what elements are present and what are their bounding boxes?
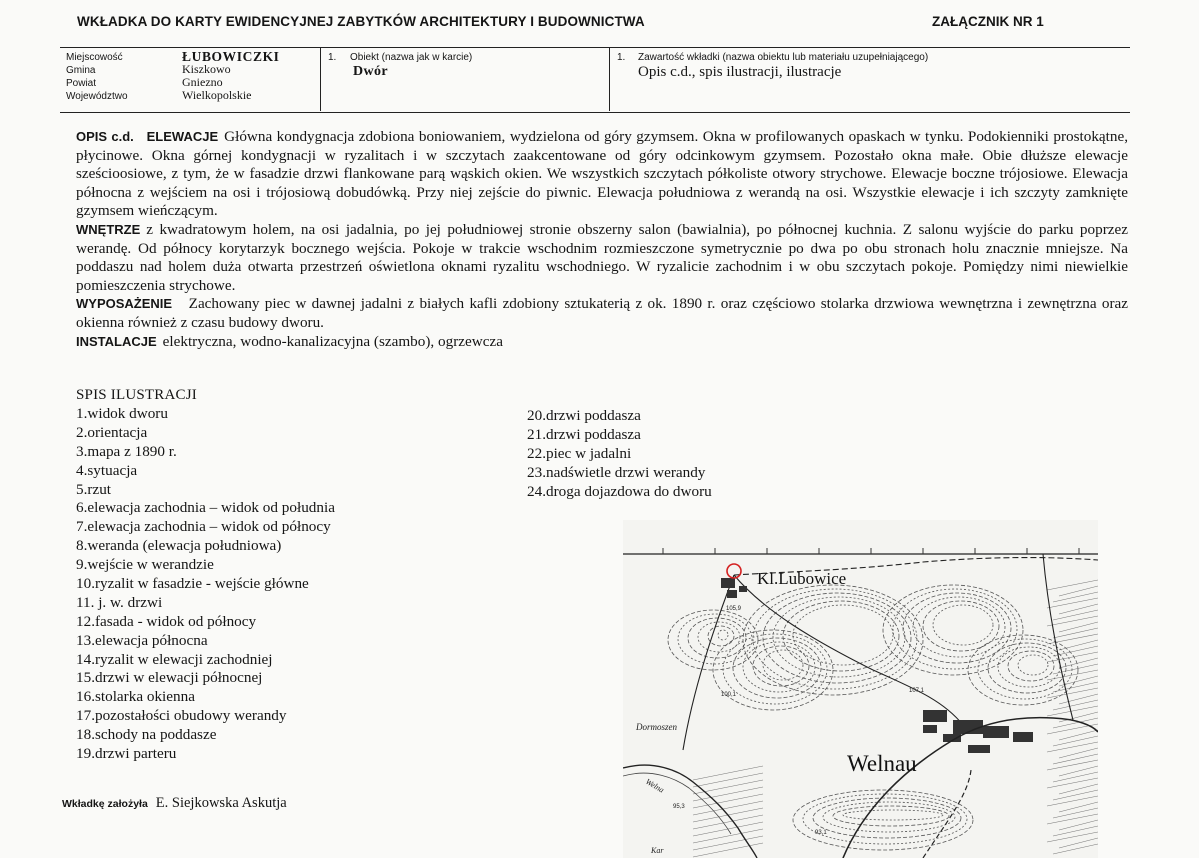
illustration-item: 12.fasada - widok od północy [76, 612, 257, 630]
map-building [983, 726, 1009, 738]
illustration-item: 13.elewacja północna [76, 631, 208, 649]
form-title: WKŁADKA DO KARTY EWIDENCYJNEJ ZABYTKÓW ARCHITEKTURY I BUDOWNICTWA [77, 14, 645, 29]
section-heading-installations: INSTALACJE [76, 333, 157, 349]
location-labels [66, 51, 128, 103]
label-district: Powiat [66, 78, 97, 89]
map-building [1013, 732, 1033, 742]
prepared-by-name: E. Siejkowska Askutja [155, 795, 287, 811]
illustration-item: 8.weranda (elewacja południowa) [76, 537, 282, 555]
section-text-elevations: Główna kondygnacja zdobiona boniowaniem, wydzielona od góry gzymsem. Okna w profilowanych opaskach w tynku. Podokienniki prostokątne, płycinowe. Okna górnej kondygnacji w ryzalitach i w szczytach zaakcentowane od góry odcinkowym gzymsem. Pozostało okna małe. Obie dłuższe elewacje sześcioosiowe, z tym, że w fasadzie drzwi flankowane parą wąskich okien. We wszystkich szczytach półkoliste otwory strychowe. Elewacje boczne trójosiowe. Elewacja północna z wejściem na osi i trójosiową dobudówką. Przy niej zejście do piwnic. Elewacja południowa z werandą na osi. Wszystkie elewacje i ich szczyty zamknięte gzymsem wieńczącym. [76, 128, 1129, 220]
illustration-item: 17.pozostałości obudowy werandy [76, 707, 287, 725]
map-place-kar: Kar [651, 846, 664, 855]
annex-label: ZAŁĄCZNIK NR 1 [932, 14, 1044, 29]
description [76, 128, 1132, 351]
map-building [721, 578, 735, 588]
value-district: Gniezno [182, 75, 223, 89]
object-label: Obiekt (nazwa jak w karcie) [350, 52, 473, 63]
section-heading-interior: WNĘTRZE [76, 221, 141, 237]
section-heading-furnishing: WYPOSAŻENIE [76, 296, 173, 312]
map-place-dormoszen: Dormoszen [636, 722, 678, 732]
illustration-item: 10.ryzalit w fasadzie - wejście główne [76, 575, 309, 593]
illustrations-list-right [527, 407, 712, 501]
map-height-label: 100,1 [721, 692, 737, 698]
value-commune: Kiszkowo [182, 62, 231, 76]
illustrations-list-left [76, 405, 335, 764]
description-paragraph [76, 295, 1132, 332]
contents-label: Zawartość wkładki (nazwa obiektu lub materiału uzupełniającego) [638, 52, 929, 63]
map-place-welnau: Welnau [847, 751, 917, 776]
map-building [923, 725, 937, 733]
illustration-item: 18.schody na poddasze [76, 726, 217, 744]
illustration-item: 19.drzwi parteru [76, 745, 177, 763]
illustration-item: 21.drzwi poddasza [527, 425, 641, 443]
description-paragraph [76, 221, 1128, 295]
historical-map [623, 520, 1098, 858]
illustration-item: 5.rzut [76, 480, 112, 498]
map-building [968, 745, 990, 753]
object-number: 1. [328, 52, 337, 63]
illustration-item: 7.elewacja zachodnia – widok od północy [76, 518, 331, 536]
map-drawing [623, 520, 1098, 858]
illustration-item: 1.widok dworu [76, 405, 168, 422]
illustration-item: 15.drzwi w elewacji północnej [76, 669, 263, 687]
illustration-item: 14.ryzalit w elewacji zachodniej [76, 650, 273, 668]
illustration-item: 6.elewacja zachodnia – widok od południa [76, 499, 335, 517]
illustration-item: 2.orientacja [76, 423, 148, 441]
description-paragraph [76, 128, 1128, 221]
info-divider [320, 47, 321, 111]
map-building [727, 590, 737, 598]
info-divider [609, 47, 610, 111]
prepared-by-label: Wkładkę założyła [62, 798, 148, 810]
location-values [182, 50, 280, 102]
illustration-item: 23.nadświetle drzwi werandy [527, 463, 706, 481]
illustration-item: 16.stolarka okienna [76, 688, 195, 706]
map-place-lubowice: Kl.Lubowice [757, 569, 847, 588]
label-voivodeship: Województwo [66, 91, 128, 102]
illustration-item: 22.piec w jadalni [527, 444, 632, 462]
section-text-furnishing: Zachowany piec w dawnej jadalni z białych kafli zdobiony sztukaterią z ok. 1890 r. oraz częściowo stolarka drzwiowa wewnętrzna i zewnętrzna oraz okienna również z czasu budowy dworu. [76, 295, 1132, 331]
illustration-item: 20.drzwi poddasza [527, 407, 641, 424]
map-building [739, 586, 747, 592]
object-value: Dwór [353, 64, 389, 79]
map-place-welna: Welna [644, 776, 666, 795]
map-height-label: 95,3 [673, 804, 685, 810]
illustration-item: 11. j. w. drzwi [76, 593, 163, 611]
contents-value: Opis c.d., spis ilustracji, ilustracje [638, 64, 842, 80]
illustrations-heading: SPIS ILUSTRACJI [76, 387, 197, 403]
map-height-label: 105,9 [726, 606, 742, 612]
illustration-item: 24.droga dojazdowa do dworu [527, 482, 712, 500]
section-heading-elevations: OPIS c.d. ELEWACJE [76, 129, 219, 144]
label-commune: Gmina [66, 65, 96, 76]
description-paragraph [76, 333, 1128, 352]
map-height-label: 107,1 [909, 688, 925, 694]
map-height-label: 93,1 [815, 830, 827, 836]
value-locality: ŁUBOWICZKI [182, 49, 280, 64]
illustration-item: 3.mapa z 1890 r. [76, 442, 177, 460]
label-locality: Miejscowość [66, 52, 123, 63]
value-voivodeship: Wielkopolskie [182, 88, 252, 102]
map-building [923, 710, 947, 722]
contents-number: 1. [617, 52, 626, 63]
section-text-interior: z kwadratowym holem, na osi jadalnia, po jej południowej stronie obszerny salon (bawialnia), po północnej kuchnia. Z salonu wyjście do parku poprzez werandę. Od północy korytarzyk bocznego wejścia. Pokoje w trakcie wschodnim rozmieszczone symetrycznie po dwa po obu stronach holu znacznie mniejsze. Na poddaszu nad holem duża otwarta przestrzeń oświetlona oknami ryzalitu wschodniego. W ryzalicie zachodnim i w obu szczytach pokoje. Pomiędzy nimi niewielkie pomieszczenia strychowe. [76, 220, 1128, 294]
illustration-item: 9.wejście w werandzie [76, 556, 214, 574]
footer [62, 794, 287, 812]
section-text-installations: elektryczna, wodno-kanalizacyjna (szambo), ogrzewcza [162, 332, 503, 350]
illustration-item: 4.sytuacja [76, 461, 138, 479]
